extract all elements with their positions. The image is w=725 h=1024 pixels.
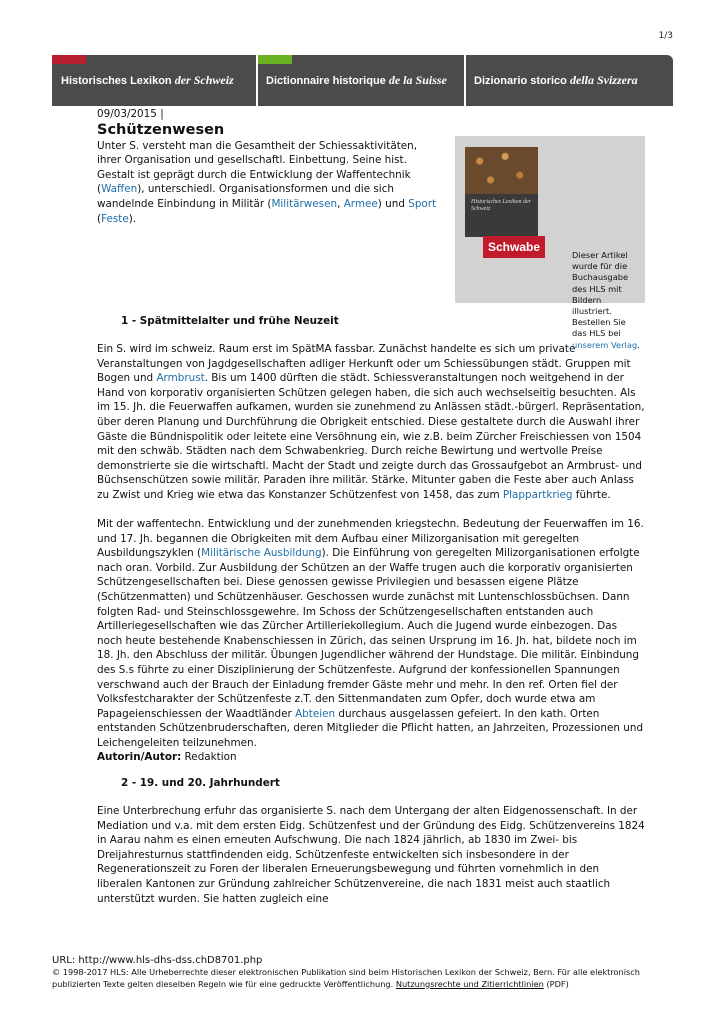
link-militaerische-ausbildung[interactable]: Militärische Ausbildung: [201, 547, 322, 560]
banner-italian-italic: della Svizzera: [569, 73, 638, 87]
link-waffen[interactable]: Waffen: [101, 183, 138, 196]
copyright-text: © 1998-2017 HLS: Alle Urheberrechte dieser elektronischen Publikation sind beim Historischen Lexikon der Schweiz, Bern. Für alle elektronisch publizierten Texte gelten dieselben Regeln wie für eine gedruckte Veröffentlichung.: [52, 967, 640, 989]
banner-italian-plain: Dizionario storico: [474, 74, 567, 87]
page-footer: [52, 955, 662, 990]
paragraph-text: führte.: [572, 488, 611, 501]
article-title: Schützenwesen: [97, 121, 225, 138]
paragraph-text: Ein S. wird im schweiz. Raum erst im SpätMA fassbar. Zunächst handelte es sich um private Veranstaltungen von Jagdgesellschaften adliger Herkunft oder um Schiessübungen städt. Gruppen mit Bogen und: [97, 343, 631, 385]
copyright-suffix: (PDF): [543, 978, 569, 989]
link-armee[interactable]: Armee: [343, 197, 378, 210]
paragraph-text: durchaus ausgelassen gefeiert. In den kath. Orten entstanden Schützenbruderschaften, deren Mitglieder die Pflicht hatten, an Jahrzeiten, Prozessionen und Leichengeleiten teilzunehmen.: [97, 707, 644, 749]
intro-text: ,: [337, 197, 344, 210]
footer-copyright: [52, 967, 662, 990]
intro-text: ) und: [377, 197, 409, 210]
paragraph-text: . Bis um 1400 dürften die städt. Schiessveranstaltungen noch weitgehend in der Hand von korporativ organisierten Schützen gelegen haben, die sich auch wechselseitig besuchten. Als im 15. Jh. die Feuerwaffen aufkamen, wurden sie zunehmend zu Anlässen städt.-bürgerl. Repräsentation, über deren Planung und Durchführung die Obrigkeit entschied. Diese gestaltete durch die Auswahl ihrer Gäste die Bündnispolitik oder leitete eine Versöhnung ein, wie z.B. beim Zürcher Freischiessen von 1504 mit den schwäb. Städten nach dem Schwabenkrieg. Durch reiche Bewirtung und wertvolle Preise demonstrierte sie die wirtschaftl. Macht der Stadt und zeigte durch das Grossaufgebot an Armbrust- und Büchsenschützen sowie militär. Paraden ihre militär. Stärke. Mitunter gaben die Feste aber auch Anlass zu Zwist und Krieg wie etwa das Konstanzer Schützenfest von 1458, das zum: [97, 372, 645, 501]
intro-text: Unter S. versteht man die Gesamtheit der Schiessaktivitäten, ihrer Organisation und gesellschaftl. Einbettung. Seine hist. Gestalt ist geprägt durch die Entwicklung der Waffentechnik (: [97, 139, 418, 196]
section-heading-1: 1 - Spätmittelalter und frühe Neuzeit: [121, 315, 339, 327]
hls-banner: [52, 55, 673, 106]
section1-paragraph-2: [97, 517, 645, 751]
link-militaerwesen[interactable]: Militärwesen: [271, 197, 338, 210]
intro-text: ), unterschiedl. Organisationsformen und die sich wandelnde Einbindung in Militär (: [97, 183, 394, 210]
author-label: Autorin/Autor:: [97, 751, 182, 763]
section-heading-2: 2 - 19. und 20. Jahrhundert: [121, 777, 280, 789]
promo-text-end: .: [637, 339, 640, 350]
link-armbrust[interactable]: Armbrust: [156, 372, 205, 385]
banner-french-italic: de la Suisse: [388, 73, 447, 87]
intro-text: ).: [128, 212, 137, 225]
link-plappartkrieg[interactable]: Plappartkrieg: [502, 488, 573, 501]
banner-german-italic: der Schweiz: [174, 73, 234, 87]
banner-accent-red: [52, 55, 86, 64]
banner-italian[interactable]: [464, 55, 673, 106]
link-nutzungsrechte[interactable]: Nutzungsrechte und Zitierrichtlinien: [395, 978, 544, 989]
author-line: [97, 750, 645, 765]
page-number: 1/3: [658, 31, 673, 41]
book-cover-photo: [465, 147, 538, 194]
section2-paragraph-1: Eine Unterbrechung erfuhr das organisierte S. nach dem Untergang der alten Eidgenossenschaft. In der Mediation und v.a. mit dem ersten Eidg. Schützenfest und der Gründung des Eidg. Schützenvereins 1824 in Aarau nahm es einen erneuten Aufschwung. Die nach 1824 jährlich, ab 1830 im Zwei- bis Dreijahresturnus stattfindenden eidg. Schützenfeste entwickelten sich insbesondere in der Regenerationszeit zu Foren der liberalen Erneuerungsbewegung und führten vornehmlich in den liberalen Kantonen zur Gründung zahlreicher Schützenvereine, die nach 1831 meist auch staatlich unterstützt wurden. Sie hatten zugleich eine: [97, 805, 645, 905]
link-unserem-verlag[interactable]: unserem Verlag: [572, 339, 638, 350]
article-date: 09/03/2015 |: [97, 108, 164, 120]
article-intro: [97, 139, 442, 227]
paragraph-text: ). Die Einführung von geregelten Milizorganisationen erfolgte nach oran. Vorbild. Zur Ausbildung der Schützen an der Waffe trugen auch die korporativ organisierten Schützengesellschaften bei. Diese genossen gewisse Privilegien und besassen eigene Plätze (Schützenmatten) und Schützenhäuser. Geschossen wurde zunächst mit Luntenschlossbüchsen. Dann folgten Rad- und Steinschlossgewehre. Im Schoss der Schützengesellschaften entstanden auch Artilleriegesellschaften wie das Zürcher Artilleriekollegium. Auch die Jugend wurde einbezogen. Das noch heute bestehende Knabenschiessen in Zürich, das seinen Ursprung im 16. Jh. hat, bildete noch im 18. Jh. den Abschluss der militär. Übungen Jugendlicher während der Hundstage. Die militär. Einbindung des S.s führte zu einer Disziplinierung der Schützenfeste. Aufgrund der konfessionellen Spannungen verschwand auch der Brauch der Einladung fremder Gäste mehr und mehr. In den ref. Orten fiel der Volksfestcharakter der Schützenfeste z.T. den Sittenmandaten zum Opfer, doch wurde etwa am Papageienschiessen der Waadtländer: [97, 547, 640, 720]
book-cover-image: [465, 147, 538, 237]
footer-url: URL: http://www.hls-dhs-dss.chD8701.php: [52, 955, 263, 966]
banner-german-plain: Historisches Lexikon: [61, 74, 172, 87]
author-name: Redaktion: [181, 751, 237, 763]
book-cover-title: Historisches Lexikon der Schweiz: [471, 199, 531, 212]
section1-paragraph-1: [97, 339, 645, 503]
intro-text: (: [97, 212, 102, 225]
link-feste[interactable]: Feste: [101, 212, 129, 225]
promo-text-body: Dieser Artikel wurde für die Buchausgabe des HLS mit Bildern illustriert. Bestellen Sie das HLS bei: [572, 250, 629, 339]
banner-french-plain: Dictionnaire historique: [266, 74, 386, 87]
link-abteien[interactable]: Abteien: [295, 707, 336, 720]
promo-text: [464, 250, 640, 351]
paragraph-text: Mit der waffentechn. Entwicklung und der zunehmenden kriegstechn. Bedeutung der Feuerwaffen im 16. und 17. Jh. begannen die Obrigkeiten mit dem Aufbau einer Milizorganisation mit geregelten Ausbildungszyklen (: [97, 518, 644, 560]
link-sport[interactable]: Sport: [408, 197, 437, 210]
book-promo-box: [455, 136, 645, 350]
banner-german[interactable]: [52, 55, 256, 106]
banner-accent-green: [258, 55, 292, 64]
banner-french[interactable]: [256, 55, 464, 106]
schwabe-logo: Schwabe: [483, 236, 545, 258]
